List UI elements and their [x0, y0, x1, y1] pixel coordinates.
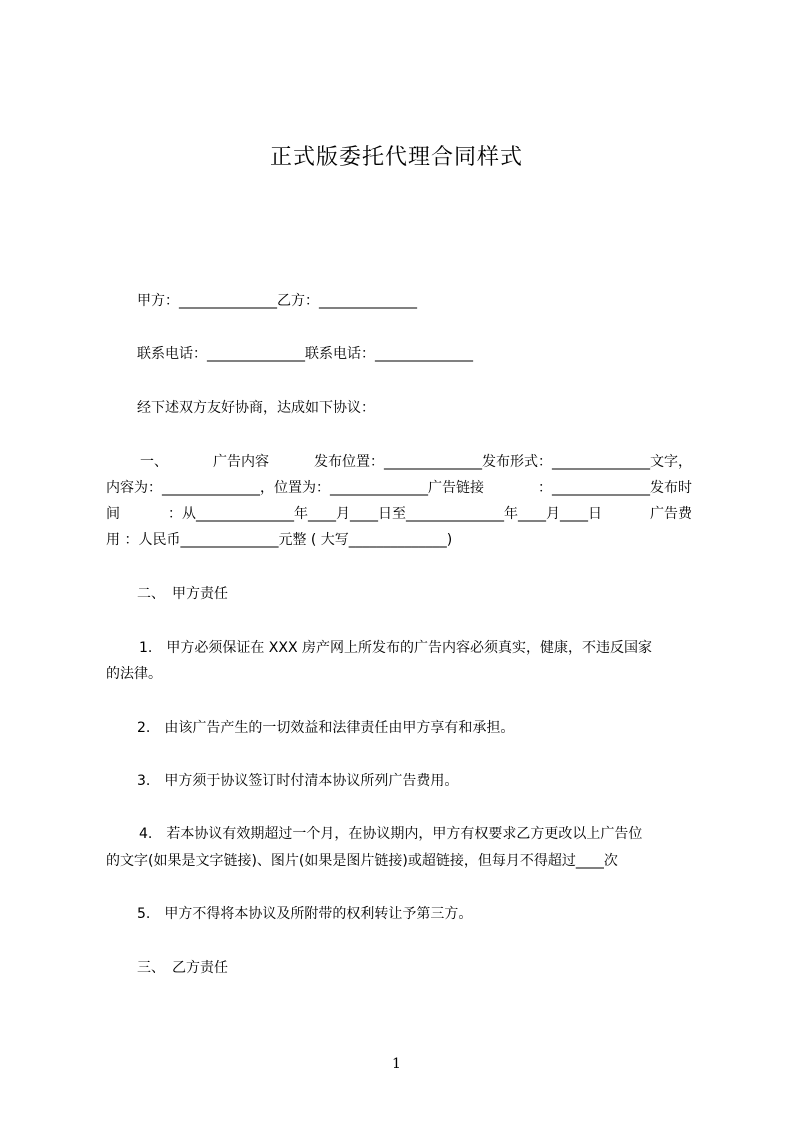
section-1-fee-label: 广告费: [650, 506, 692, 522]
item-1-line-1: 1. 甲方必须保证在 XXX 房产网上所发布的广告内容必须真实，健康，不违反国家: [139, 640, 653, 656]
item-4-line-1: 4. 若本协议有效期超过一个月，在协议期内，甲方有权要求乙方更改以上广告位: [139, 826, 643, 842]
section-1-label: 广告内容: [213, 454, 269, 470]
item-4-line-2: 的文字(如果是文字链接)、图片(如果是图片链接)或超链接，但每月不得超过____次: [106, 853, 618, 869]
item-1-line-2: 的法律。: [106, 666, 162, 682]
phone-line: 联系电话：______________联系电话：______________: [137, 346, 473, 362]
section-1-ad-details: [106, 449, 692, 553]
intro-text: 经下述双方友好协商，达成如下协议：: [137, 400, 375, 416]
section-1-content-position: 内容为：______________，位置为：______________广告链接: [106, 480, 484, 496]
section-1-number: 一、: [140, 454, 168, 470]
party-line: 甲方：______________乙方：______________: [137, 293, 417, 309]
document-title: 正式版委托代理合同样式: [269, 145, 523, 170]
section-1-row-4: [106, 527, 692, 553]
section-1-time-char: 间: [106, 506, 120, 522]
section-1-link-time: ：______________发布时: [538, 480, 692, 496]
section-2-heading: 二、 甲方责任: [137, 586, 228, 602]
section-1-date-range: ：从______________年____月____日至______________年____月____日: [168, 506, 602, 522]
page-number: 1: [392, 1056, 401, 1072]
section-3-heading: 三、 乙方责任: [137, 960, 228, 976]
section-1-position-format: 发布位置：______________发布形式：______________文字，: [314, 454, 692, 470]
item-3: 3. 甲方须于协议签订时付清本协议所列广告费用。: [137, 773, 459, 789]
section-1-fee-amount: 用 ：人民币______________元整 ( 大写______________): [106, 532, 453, 548]
section-1-row-1: [106, 449, 692, 475]
section-1-row-3: [106, 501, 692, 527]
section-1-row-2: [106, 475, 692, 501]
item-2: 2. 由该广告产生的一切效益和法律责任由甲方享有和承担。: [137, 720, 515, 736]
item-5: 5. 甲方不得将本协议及所附带的权利转让予第三方。: [137, 906, 473, 922]
